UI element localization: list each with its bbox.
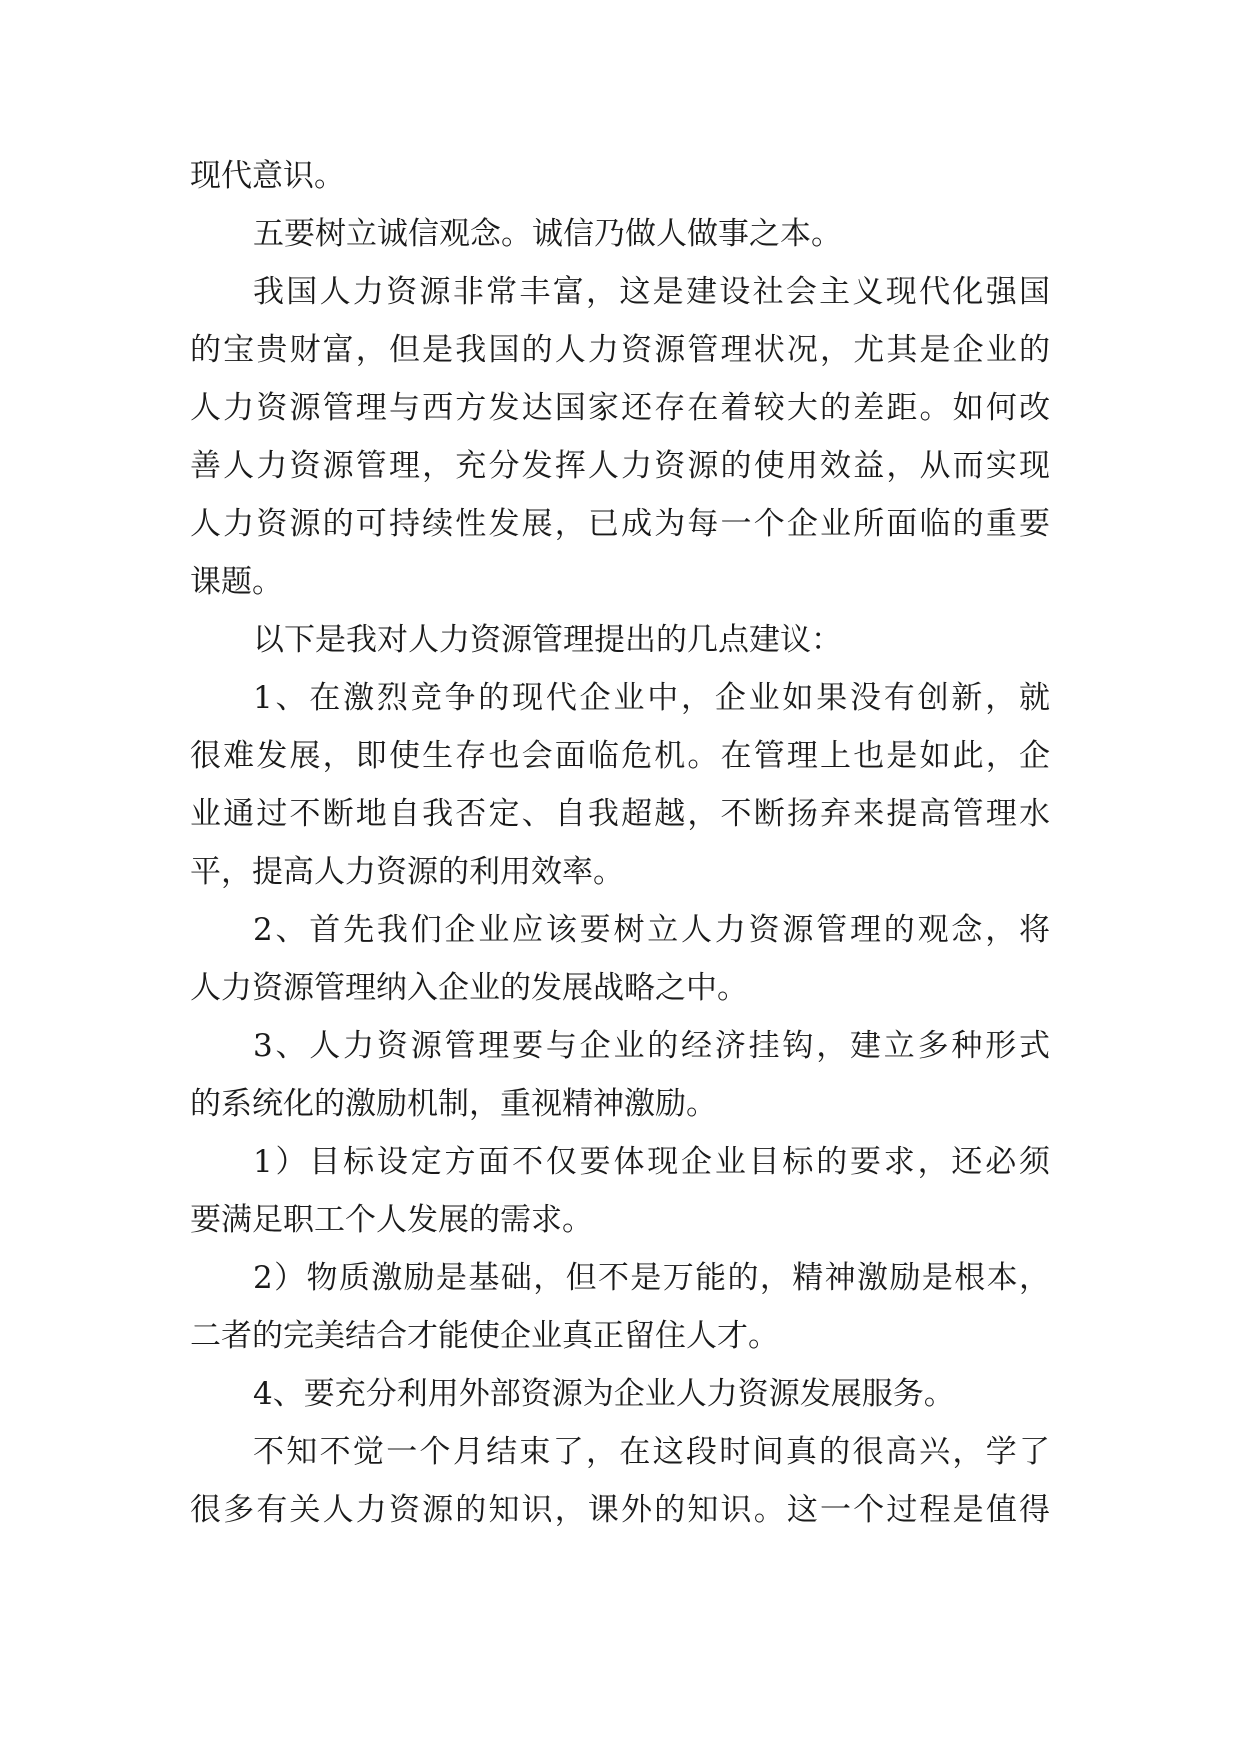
text-line: 现代意识。 (190, 158, 345, 194)
text-line: 善人力资源管理，充分发挥人力资源的使用效益，从而实现 (190, 448, 1050, 484)
text-line: 不知不觉一个月结束了，在这段时间真的很高兴，学了 (253, 1434, 1050, 1470)
text-line: 二者的完美结合才能使企业真正留住人才。 (190, 1318, 779, 1354)
text-line: 五要树立诚信观念。诚信乃做人做事之本。 (253, 216, 842, 252)
text-line: 的宝贵财富，但是我国的人力资源管理状况，尤其是企业的 (190, 332, 1050, 368)
text-line: 课题。 (190, 564, 283, 600)
text-line: 我国人力资源非常丰富，这是建设社会主义现代化强国 (253, 274, 1050, 310)
text-line: 要满足职工个人发展的需求。 (190, 1202, 593, 1238)
text-line: 的系统化的激励机制，重视精神激励。 (190, 1086, 717, 1122)
text-line: 以下是我对人力资源管理提出的几点建议： (253, 622, 842, 658)
text-line: 1、在激烈竞争的现代企业中，企业如果没有创新，就 (253, 680, 1050, 716)
text-line: 3、人力资源管理要与企业的经济挂钩，建立多种形式 (253, 1028, 1050, 1064)
text-line: 人力资源的可持续性发展，已成为每一个企业所面临的重要 (190, 506, 1050, 542)
text-line: 很难发展，即使生存也会面临危机。在管理上也是如此，企 (190, 738, 1050, 774)
text-line: 平，提高人力资源的利用效率。 (190, 854, 624, 890)
text-line: 1）目标设定方面不仅要体现企业目标的要求，还必须 (253, 1144, 1050, 1180)
text-line: 人力资源管理纳入企业的发展战略之中。 (190, 970, 748, 1006)
text-line: 2）物质激励是基础，但不是万能的，精神激励是根本， (253, 1260, 1050, 1296)
text-line: 很多有关人力资源的知识，课外的知识。这一个过程是值得 (190, 1492, 1050, 1528)
text-line: 4、要充分利用外部资源为企业人力资源发展服务。 (253, 1376, 955, 1412)
text-line: 人力资源管理与西方发达国家还存在着较大的差距。如何改 (190, 390, 1050, 426)
text-line: 2、首先我们企业应该要树立人力资源管理的观念，将 (253, 912, 1050, 948)
text-line: 业通过不断地自我否定、自我超越，不断扬弃来提高管理水 (190, 796, 1050, 832)
